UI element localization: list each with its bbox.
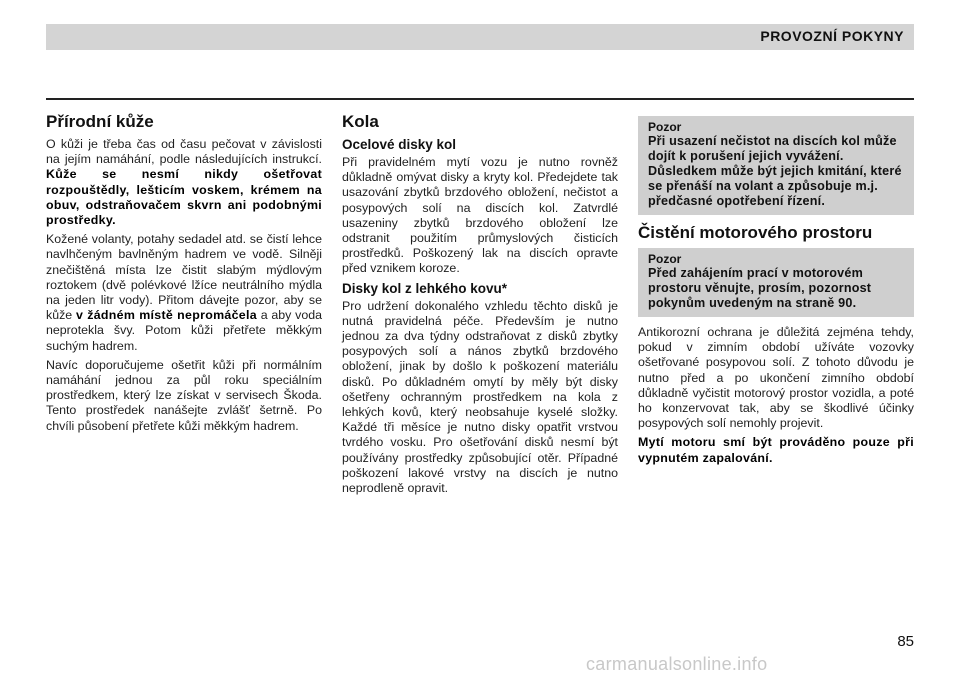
leather-p2-bold: v žádném místě nepromáčela bbox=[75, 308, 257, 323]
warning-label: Pozor bbox=[648, 120, 682, 134]
column-engine bbox=[638, 108, 914, 470]
section-title: PROVOZNÍ POKYNY bbox=[760, 28, 904, 44]
leather-p1-text: O kůži je třeba čas od času pečovat v závislosti na jejím namáhání, podle následujících instrukcí. bbox=[46, 137, 322, 167]
page-number: 85 bbox=[897, 633, 914, 650]
leather-paragraph-3: Navíc doporučujeme ošetřit kůži při normálním namáhání jednou za půl roku speciálním prostředkem, který lze získat v servisech Škoda. Tento prostředek nanášejte zvlášť šetrně. Po chvíli působení přetřete kůži měkkým hadrem. bbox=[46, 357, 322, 433]
leather-paragraph-2 bbox=[46, 232, 322, 354]
warning-box-wheels bbox=[638, 116, 914, 215]
column-leather bbox=[46, 108, 322, 438]
steel-wheels-paragraph: Při pravidelném mytí vozu je nutno rovněž důkladně omývat disky a kryty kol. Předejdete tak usazování zbytků brzdového obložení, nečistot a posypových solí na discích kol. Zatvrdlé usazeniny zbytků brzdového obložení lze odstranit použitím průmyslových čisticích prostředků. Poškozený lak na discích opravte před vznikem koroze. bbox=[342, 155, 618, 276]
engine-heading: Čistění motorového prostoru bbox=[638, 223, 873, 242]
warning-box-engine bbox=[638, 248, 914, 317]
column-wheels bbox=[342, 108, 618, 500]
leather-heading: Přírodní kůže bbox=[46, 112, 154, 131]
steel-wheels-subheading: Ocelové disky kol bbox=[342, 137, 457, 152]
header-rule bbox=[46, 98, 914, 100]
engine-warning-paragraph bbox=[638, 435, 914, 465]
warning-text: Před zahájením prací v motorovém prostoru věnujte, prosím, pozornost pokynům uvedeným na straně 90. bbox=[648, 266, 872, 310]
wheels-heading: Kola bbox=[342, 112, 379, 131]
alloy-wheels-paragraph: Pro udržení dokonalého vzhledu těchto disků je nutná pravidelná péče. Především je nutno jednou za dva týdny odstraňovat z disků zbytky posypových solí a nános zbytků brzdového obložení, jinak by došlo k poškození materiálu disků. Po důkladném omytí by měly být disky ošetřeny ochranným prostředkem na kola z lehkých kovů, který neobsahuje kyselé složky. Každé tři měsíce je nutno disky opatřit vrstvou tvrdého vosku. Pro ošetřování disků nesmí být používány prostředky způsobující otěr. Případné poškození lakové vrstvy na discích je nutno neprodleně opravit. bbox=[342, 298, 618, 496]
engine-warning-bold: Mytí motoru smí být prováděno pouze při vypnutém zapalování. bbox=[638, 435, 914, 465]
leather-p2-text-1: Kožené volanty, potahy sedadel atd. se čistí lehce navlhčeným bavlněným hadrem ve vodě. Silněji znečištěná místa lze čistit slabým mýdlovým roztokem (dvě polévkové lžíce neutrálního mýdla na jeden litr vody). Přitom dávejte pozor, aby se kůže bbox=[46, 232, 322, 323]
header-bar bbox=[46, 24, 914, 50]
warning-text: Při usazení nečistot na discích kol může dojít k porušení jejich vyvážení. Důsledkem může být jejich kmitání, které se přenáší na volant a způsobuje m.j. předčasné opotřebení řízení. bbox=[648, 134, 902, 208]
leather-warning-bold: Kůže se nesmí nikdy ošetřovat rozpouštědly, lešticím voskem, krémem na obuv, odstraňovačem skvrn ani podobnými prostředky. bbox=[46, 167, 322, 228]
engine-paragraph: Antikorozní ochrana je důležitá zejména tehdy, pokud v zimním období užíváte vozovky ošetřované posypovou solí. Z tohoto důvodu je nutno před a po ukončení zimního období důkladně vyčistit motorový prostor vozidla, a poté ho konzervovat tak, aby se škodlivé účinky posypových solí nemohly projevit. bbox=[638, 325, 914, 431]
watermark: carmanualsonline.info bbox=[586, 654, 768, 674]
leather-p2-text-2: a aby voda neprotekla švy. Potom kůži přetřete měkkým suchým hadrem. bbox=[46, 308, 322, 353]
alloy-wheels-subheading: Disky kol z lehkého kovu* bbox=[342, 280, 508, 296]
warning-label: Pozor bbox=[648, 252, 682, 266]
leather-paragraph-1 bbox=[46, 137, 322, 228]
